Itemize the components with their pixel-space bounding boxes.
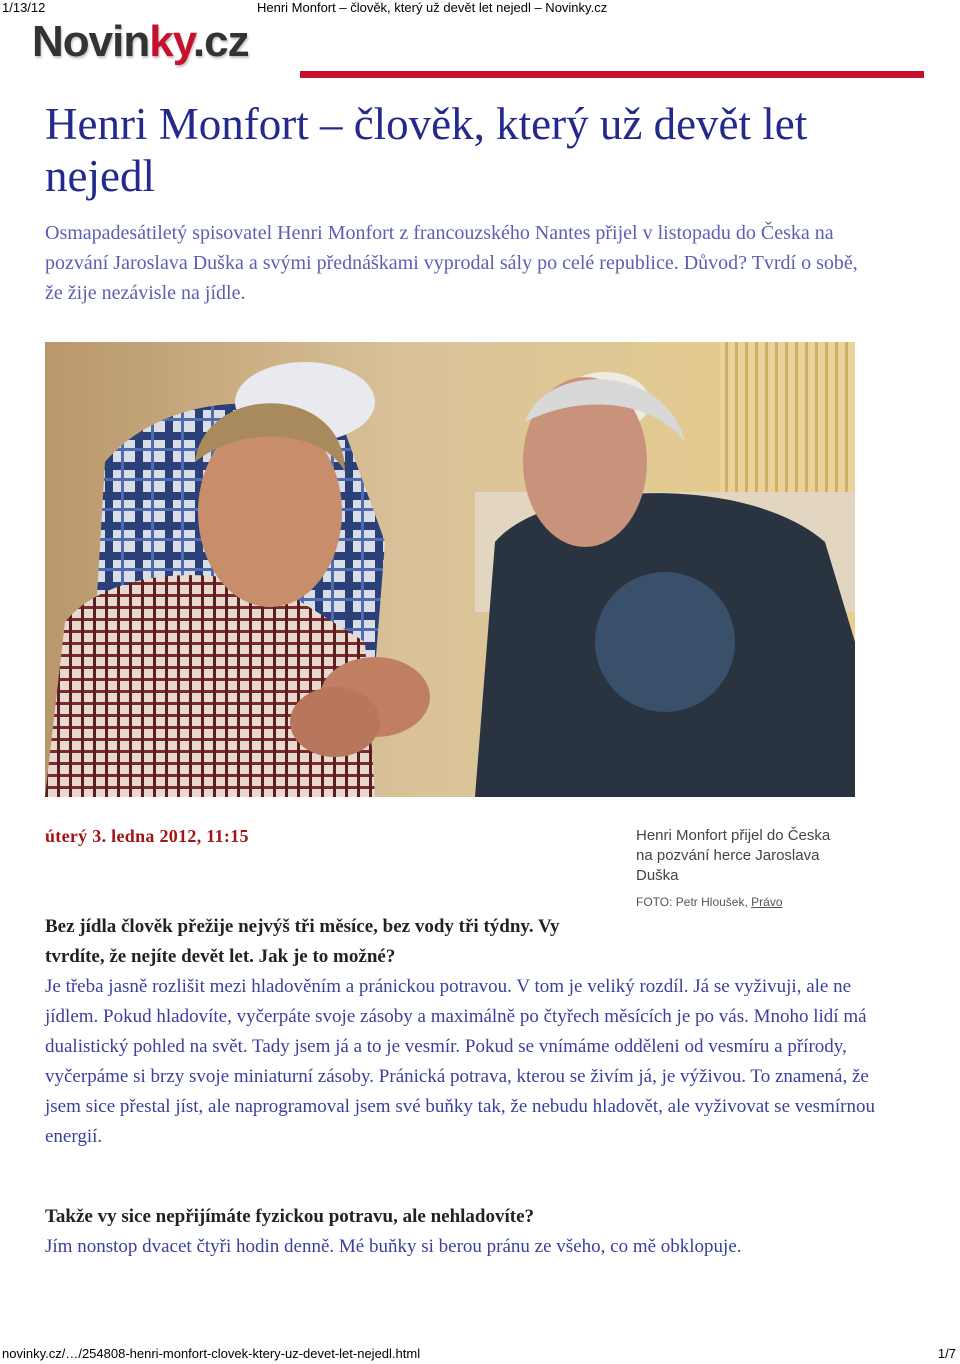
- print-header: [0, 0, 960, 16]
- novinky-logo[interactable]: [32, 17, 322, 72]
- print-url: novinky.cz/…/254808-henri-monfort-clovek-ktery-uz-devet-let-nejedl.html: [2, 1346, 421, 1361]
- photo-caption: [636, 826, 836, 910]
- print-date: 1/13/12: [2, 0, 46, 15]
- print-page-title: Henri Monfort – člověk, který už devět let nejedl – Novinky.cz: [257, 0, 608, 15]
- photo-credit-author: FOTO: Petr Hloušek,: [636, 895, 752, 909]
- print-footer: [0, 1346, 960, 1364]
- interview-question-1-block: [45, 912, 605, 972]
- interview-question-1: Bez jídla člověk přežije nejvýš tři měsíce, bez vody tři týdny. Vy tvrdíte, že nejíte devět let. Jak je to možné?: [45, 916, 560, 967]
- logo-text-1: Novin: [32, 17, 150, 66]
- logo-text-3: .cz: [192, 17, 249, 66]
- article-headline: Henri Monfort – člověk, který už devět let nejedl: [45, 99, 808, 201]
- photo-credit: [636, 894, 836, 910]
- header-divider: [300, 71, 924, 78]
- logo-text-2: ky: [149, 17, 193, 66]
- article-photo[interactable]: [45, 342, 855, 797]
- article-perex: Osmapadesátiletý spisovatel Henri Monfort z francouzského Nantes přijel v listopadu do Česka na pozvání Jaroslava Duška a svými přednáškami vyprodal sály po celé republice. Důvod? Tvrdí o sobě, že žije nezávisle na jídle.: [45, 222, 858, 304]
- photo-caption-text: Henri Monfort přijel do Česka na pozvání herce Jaroslava Duška: [636, 827, 831, 884]
- print-page-number: 1/7: [937, 1346, 956, 1361]
- interview-question-2: Takže vy sice nepřijímáte fyzickou potravu, ale nehladovíte?: [45, 1206, 535, 1227]
- interview-answer-1-block: [45, 972, 875, 1152]
- photo-credit-source-link[interactable]: Právo: [751, 895, 783, 909]
- interview-qa-2-block: [45, 1202, 875, 1262]
- article-date: úterý 3. ledna 2012, 11:15: [45, 826, 249, 846]
- interview-answer-1: Je třeba jasně rozlišit mezi hladověním a pránickou potravou. V tom je veliký rozdíl. Já se vyživuji, ale ne jídlem. Pokud hladovíte, vyčerpáte svoje zásoby a maximálně po čtyřech měsících je po vás. Mnoho lidí má dualistický pohled na svět. Tady jsem já a to je vesmír. Pokud se vnímáme odděleni od vesmíru a přírody, vyčerpáme si brzy svoje miniaturní zásoby. Pránická potrava, kterou se živím já, je výživou. To znamená, že jsem sice přestal jíst, ale naprogramoval jsem své buňky tak, že nebudu hladovět, ale vyživovat se vesmírnou energií.: [45, 976, 875, 1147]
- interview-answer-2: Jím nonstop dvacet čtyři hodin denně. Mé buňky si berou pránu ze všeho, co mě obklopuje.: [45, 1236, 742, 1257]
